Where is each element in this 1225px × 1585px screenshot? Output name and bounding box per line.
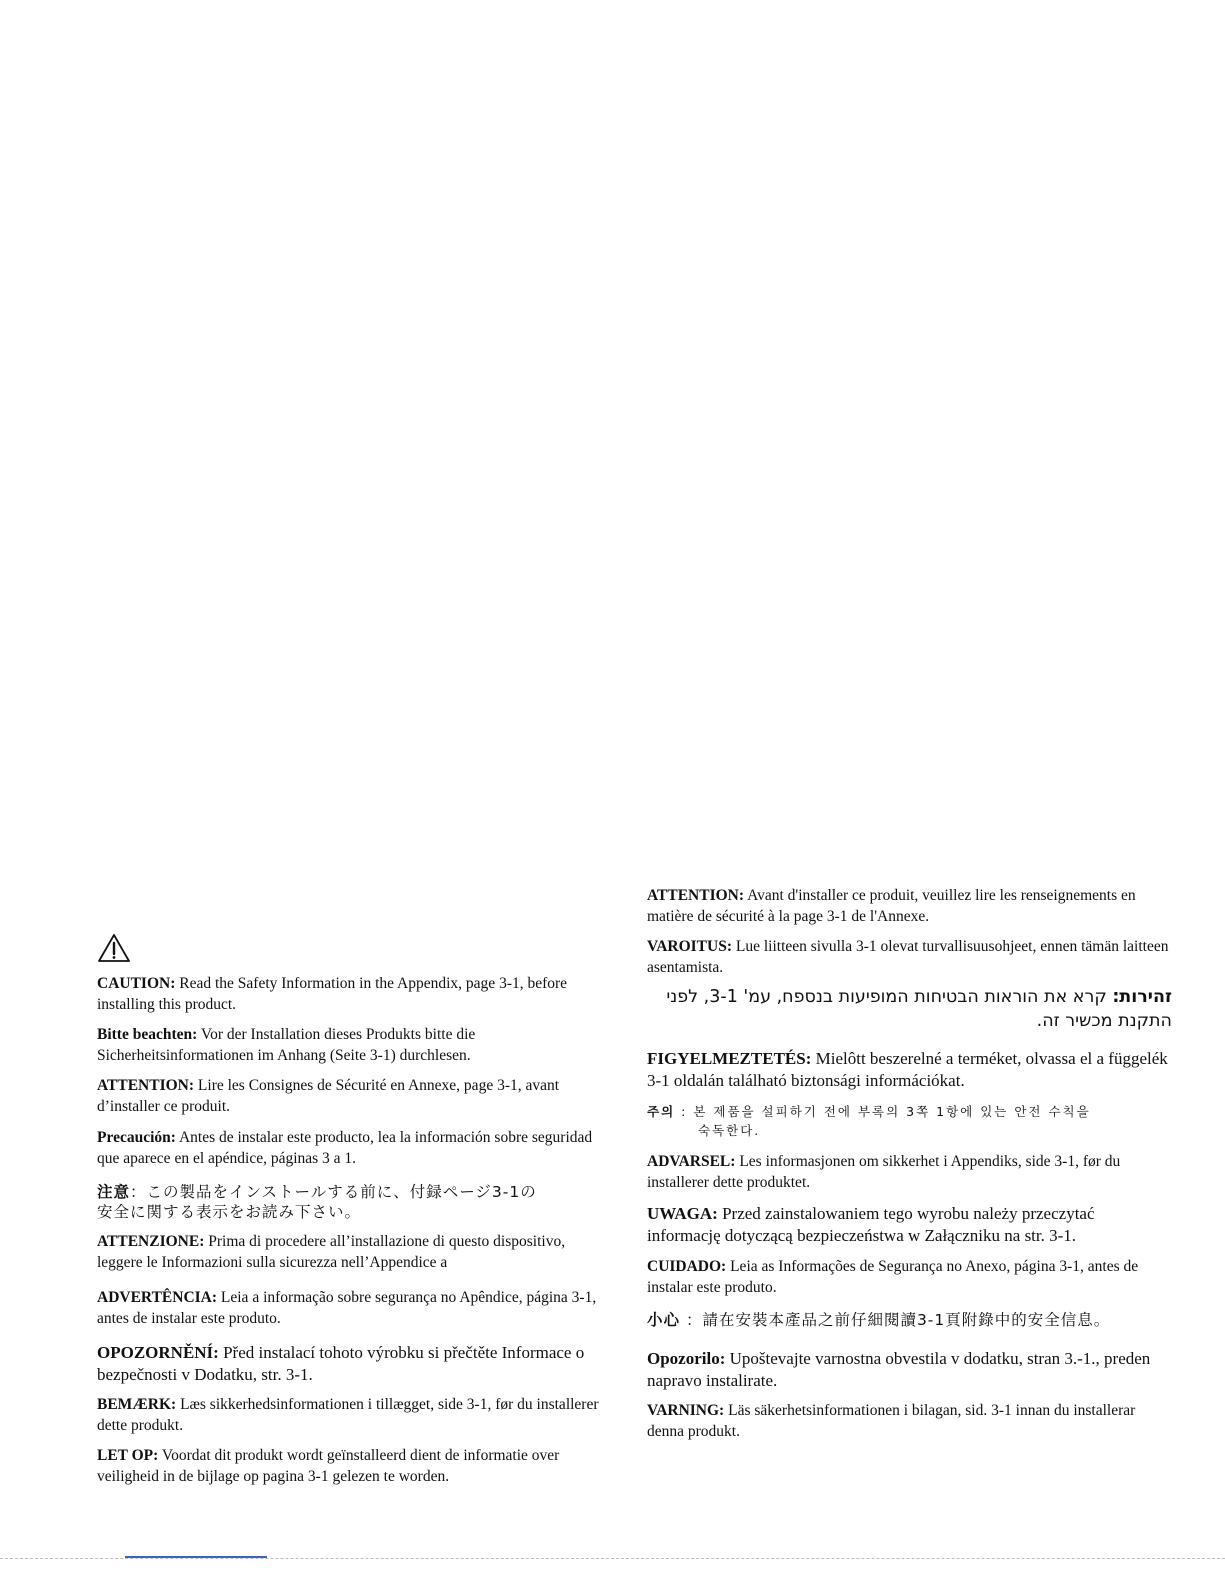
caution-french-canadian: ATTENTION: Avant d'installer ce produit, veuillez lire les renseignements en matière de sécurité à la page 3-1 de l'Annexe. (647, 887, 1136, 925)
caution-norwegian: ADVARSEL: Les informasjonen om sikkerhet i Appendiks, side 3-1, før du installerer dette produktet. (647, 1153, 1121, 1191)
footer-link-underline[interactable] (125, 1556, 267, 1558)
page-bottom-rule (0, 1558, 1225, 1559)
caution-italian: ATTENZIONE: Prima di procedere all’installazione di questo dispositivo, leggere le Informazioni sulla sicurezza nell’Appendice a (97, 1233, 566, 1271)
caution-german: Bitte beachten: Vor der Installation dieses Produkts bitte die Sicherheitsinformationen im Anhang (Seite 3-1) durchlesen. (97, 1026, 476, 1064)
caution-korean: 주의 : 본 제품을 설피하기 전에 부록의 3쪽 1항에 있는 안전 수칙을 숙독한다. (647, 1104, 1091, 1138)
caution-polish: UWAGA: Przed zainstalowaniem tego wyrobu należy przeczytać informację dotyczącą bezpieczeństwa w Załączniku na str. 3-1. (647, 1204, 1095, 1245)
caution-hungarian: FIGYELMEZTETÉS: Mielôtt beszerelné a terméket, olvassa el a függelék 3-1 oldalán található biztonsági információkat. (647, 1049, 1168, 1090)
caution-czech: OPOZORNĚNÍ: Před instalací tohoto výrobku si přečtěte Informace o bezpečnosti v Dodatku, str. 3-1. (97, 1343, 585, 1384)
warning-triangle-icon (97, 933, 131, 963)
caution-japanese: 注意：この製品をインストールする前に、付録ページ3-1の安全に関する表示をお読み下さい。 (97, 1183, 537, 1221)
caution-chinese: 小心 ：請在安裝本產品之前仔細閱讀3-1頁附錄中的安全信息。 (647, 1311, 1111, 1329)
caution-swedish: VARNING: Läs säkerhetsinformationen i bilagan, sid. 3-1 innan du installerar denna produkt. (647, 1402, 1136, 1440)
caution-portuguese-brazil: CUIDADO: Leia as Informações de Segurança no Anexo, página 3-1, antes de instalar este produto. (647, 1258, 1139, 1296)
caution-hebrew: זהירות: קרא את הוראות הבטיחות המופיעות בנספח, עמ' 3-1, לפני התקנת מכשיר זה. (666, 987, 1172, 1031)
caution-finnish: VAROITUS: Lue liitteen sivulla 3-1 olevat turvallisuusohjeet, ennen tämän laitteen asentamista. (647, 938, 1169, 976)
caution-danish: BEMÆRK: Læs sikkerhedsinformationen i tillægget, side 3-1, før du installerer dette produkt. (97, 1396, 599, 1434)
caution-english: CAUTION: Read the Safety Information in the Appendix, page 3-1, before installing this product. (97, 975, 568, 1013)
caution-portuguese: ADVERTÊNCIA: Leia a informação sobre segurança no Apêndice, página 3-1, antes de instalar este produto. (97, 1289, 597, 1327)
caution-french: ATTENTION: Lire les Consignes de Sécurité en Annexe, page 3-1, avant d’installer ce produit. (97, 1077, 560, 1115)
caution-spanish: Precaución: Antes de instalar este producto, lea la información sobre seguridad que aparece en el apéndice, páginas 3 a 1. (97, 1129, 593, 1167)
caution-slovenian: Opozorilo: Upoštevajte varnostna obvestila v dodatku, stran 3.-1., preden napravo instalirate. (647, 1349, 1151, 1390)
caution-dutch: LET OP: Voordat dit produkt wordt geïnstalleerd dient de informatie over veiligheid in de bijlage op pagina 3-1 gelezen te worden. (97, 1447, 560, 1485)
